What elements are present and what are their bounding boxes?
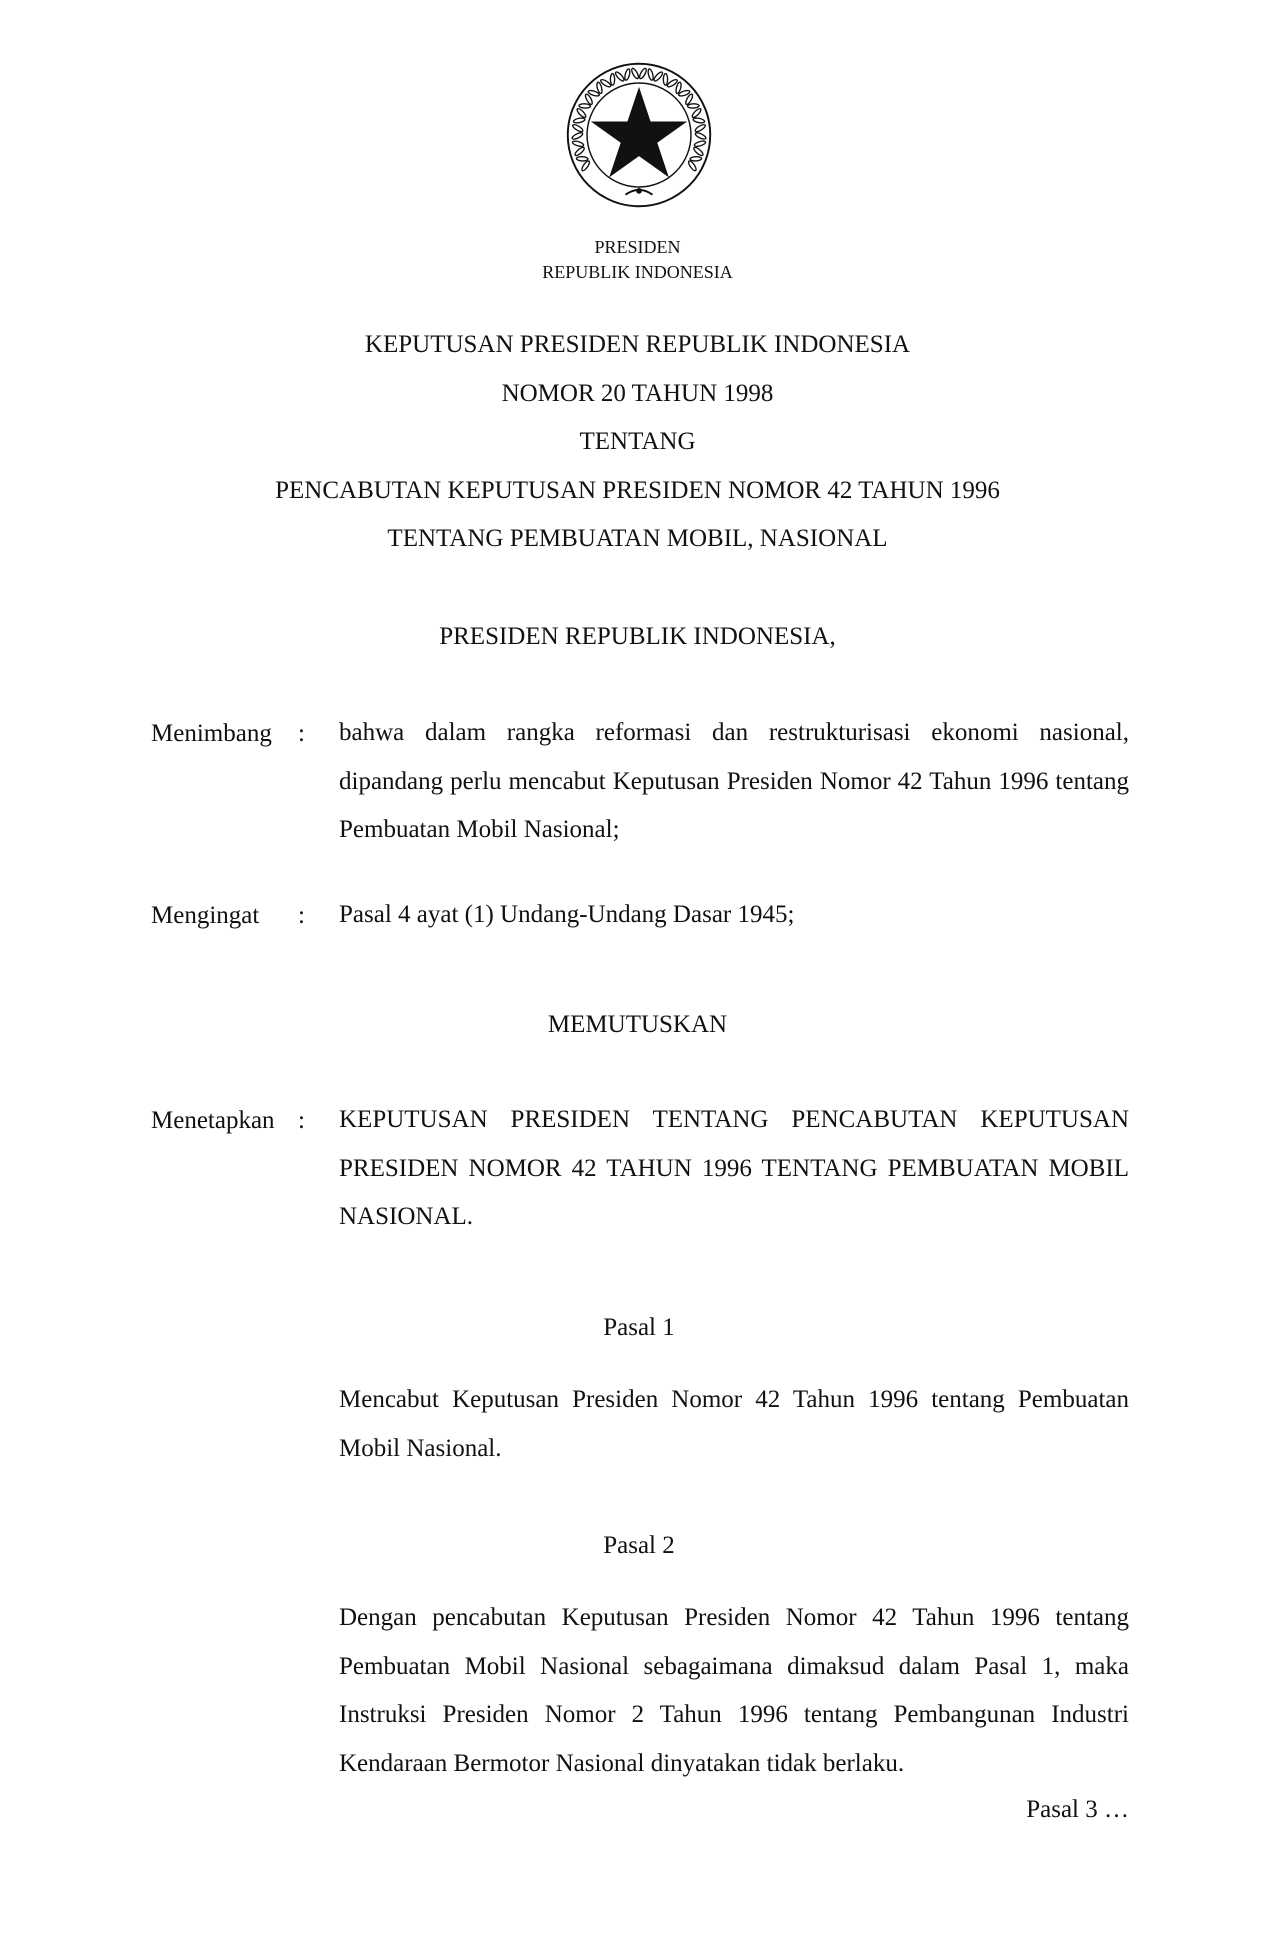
letterhead-presiden: PRESIDEN bbox=[594, 237, 681, 257]
menimbang-colon: : bbox=[298, 720, 305, 747]
wreath-leaf bbox=[630, 67, 639, 79]
wreath-leaf bbox=[653, 71, 664, 82]
wreath-leaf bbox=[576, 156, 588, 161]
memutuskan-heading: MEMUTUSKAN bbox=[547, 1011, 728, 1038]
mengingat-colon: : bbox=[298, 902, 305, 929]
title-line-3: TENTANG bbox=[579, 428, 696, 455]
wreath-leaf bbox=[571, 132, 583, 141]
wreath-leaf bbox=[638, 67, 647, 79]
title-line-5: TENTANG PEMBUATAN MOBIL, NASIONAL bbox=[387, 525, 888, 552]
letterhead-republik: REPUBLIK INDONESIA bbox=[542, 262, 733, 282]
pasal-1-text: Mencabut Keputusan Presiden Nomor 42 Tahun 1996 tentang Pembuatan Mobil Nasional. bbox=[339, 1386, 1129, 1462]
title-line-1: KEPUTUSAN PRESIDEN REPUBLIK INDONESIA bbox=[364, 331, 911, 358]
menimbang-text: bahwa dalam rangka reformasi dan restrukturisasi ekonomi nasional, dipandang perlu mencabut Keputusan Presiden Nomor 42 Tahun 1996 tentang Pembuatan Mobil Nasional; bbox=[339, 719, 1129, 843]
pasal-2-heading: Pasal 2 bbox=[603, 1532, 675, 1559]
wreath-leaf bbox=[647, 68, 654, 80]
menimbang-label: Menimbang bbox=[151, 720, 272, 747]
title-line-2: NOMOR 20 TAHUN 1998 bbox=[501, 380, 774, 407]
star-wreath-emblem-icon bbox=[562, 58, 716, 212]
wreath-leaf bbox=[572, 140, 584, 147]
next-page-marker: Pasal 3 … bbox=[1026, 1796, 1129, 1823]
wreath-leaf bbox=[694, 123, 706, 133]
wreath-leaf bbox=[694, 132, 706, 141]
wreath-leaf bbox=[694, 140, 706, 147]
mengingat-text: Pasal 4 ayat (1) Undang-Undang Dasar 1945; bbox=[339, 901, 795, 928]
wreath-leaf bbox=[581, 160, 591, 172]
wreath-leaf bbox=[663, 74, 667, 86]
wreath-leaf bbox=[693, 117, 705, 123]
menetapkan-label: Menetapkan bbox=[151, 1107, 275, 1134]
wreath-leaf bbox=[687, 103, 699, 108]
menetapkan-colon: : bbox=[298, 1107, 305, 1134]
wreath-leaf bbox=[574, 146, 586, 157]
wreath-leaf bbox=[690, 156, 702, 161]
pasal-1-heading: Pasal 1 bbox=[603, 1314, 675, 1341]
wreath-leaf bbox=[610, 74, 614, 86]
wreath-leaf bbox=[572, 123, 584, 133]
title-line-4: PENCABUTAN KEPUTUSAN PRESIDEN NOMOR 42 TAHUN 1996 bbox=[275, 477, 1000, 504]
wreath-leaf bbox=[687, 160, 697, 172]
wreath-leaf bbox=[614, 71, 625, 82]
issuer-line: PRESIDEN REPUBLIK INDONESIA, bbox=[439, 623, 836, 650]
wreath-leaf bbox=[579, 103, 591, 108]
mengingat-label: Mengingat bbox=[151, 902, 260, 929]
wreath-leaf bbox=[691, 107, 702, 118]
pasal-2-text: Dengan pencabutan Keputusan Presiden Nomor 42 Tahun 1996 tentang Pembuatan Mobil Nasional sebagaimana dimaksud dalam Pasal 1, maka Instruksi Presiden Nomor 2 Tahun 1996 tentang Pembangunan Industri Kendaraan Bermotor Nasional dinyatakan tidak berlaku. bbox=[339, 1604, 1129, 1777]
menetapkan-text: KEPUTUSAN PRESIDEN TENTANG PENCABUTAN KEPUTUSAN PRESIDEN NOMOR 42 TAHUN 1996 TENTANG PEMBUATAN MOBIL NASIONAL. bbox=[339, 1106, 1129, 1230]
wreath-leaf bbox=[576, 107, 587, 118]
wreath-leaf bbox=[624, 68, 631, 80]
wreath-leaf bbox=[693, 146, 705, 157]
wreath-leaf bbox=[573, 117, 585, 123]
